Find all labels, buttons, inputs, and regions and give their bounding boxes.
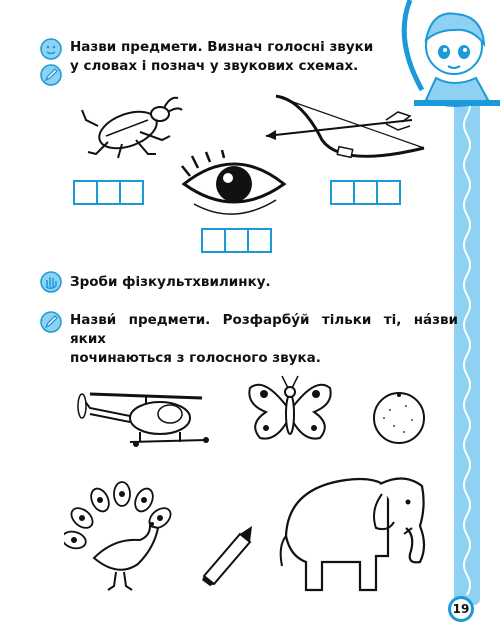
sound-scheme-eye[interactable] [201, 228, 272, 253]
sound-cell[interactable] [75, 182, 98, 203]
sound-cell[interactable] [226, 230, 249, 251]
pencil-drawing-illustration[interactable] [198, 522, 258, 588]
task-1-instruction [70, 38, 388, 76]
sound-cell[interactable] [355, 182, 378, 203]
pencil-icon [40, 64, 62, 86]
elephant-illustration[interactable] [276, 466, 446, 596]
task-2 [40, 271, 271, 293]
sound-scheme-bow[interactable] [330, 180, 401, 205]
task-3 [40, 311, 460, 368]
task-3-line-1: Назви́ предмети. Розфарбу́й тільки ті, на́зви яких [70, 312, 458, 347]
task-1-line-1: Назви предмети. Визнач голосні звуки [70, 39, 374, 55]
task-3-line-2: починаються з голосного звука. [70, 350, 321, 366]
sound-cell[interactable] [98, 182, 121, 203]
sound-cell[interactable] [249, 230, 270, 251]
task-2-instruction: Зроби фізкультхвилинку. [70, 274, 271, 290]
beetle-illustration [78, 92, 188, 162]
page-number: 19 [451, 599, 471, 619]
task-3-instruction [70, 311, 458, 368]
task-1 [40, 38, 392, 86]
eye-illustration [180, 150, 290, 222]
helicopter-illustration[interactable] [70, 372, 230, 452]
speech-face-icon [40, 38, 62, 60]
sound-cell[interactable] [332, 182, 355, 203]
sound-cell[interactable] [121, 182, 142, 203]
page-number-badge [448, 596, 474, 622]
task-1-line-2: у словах і познач у звукових схемах. [70, 58, 359, 74]
peacock-illustration[interactable] [64, 478, 184, 594]
sound-scheme-beetle[interactable] [73, 180, 144, 205]
pencil-icon [40, 311, 62, 333]
sound-cell[interactable] [203, 230, 226, 251]
sound-cell[interactable] [378, 182, 399, 203]
butterfly-illustration[interactable] [244, 372, 336, 450]
orange-illustration[interactable] [370, 388, 428, 446]
hand-exercise-icon [40, 271, 62, 293]
